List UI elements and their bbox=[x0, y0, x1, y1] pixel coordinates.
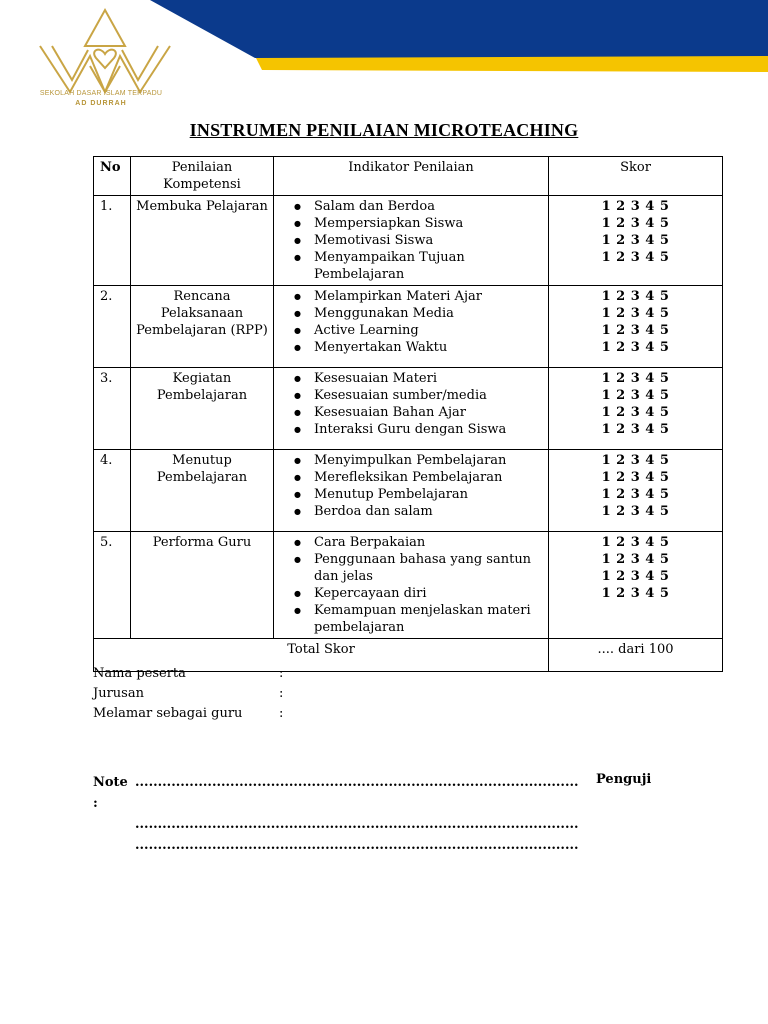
indikator-item: ● Memotivasi Siswa bbox=[296, 232, 544, 249]
indikator-item: ● Merefleksikan Pembelajaran bbox=[296, 469, 544, 486]
indikator-item: ● Mempersiapkan Siswa bbox=[296, 215, 544, 232]
table-row bbox=[94, 450, 723, 532]
row-skor bbox=[549, 286, 723, 368]
total-label: Total Skor bbox=[94, 639, 549, 672]
table-header-row bbox=[94, 157, 723, 196]
table-body bbox=[94, 196, 723, 639]
score-scale: 1 2 3 4 5 bbox=[601, 340, 670, 355]
indikator-item: ● Active Learning bbox=[296, 322, 544, 339]
score-scale: 1 2 3 4 5 bbox=[601, 552, 670, 567]
row-kompetensi: Performa Guru bbox=[131, 532, 274, 639]
row-indikator bbox=[274, 532, 549, 639]
table-row bbox=[94, 286, 723, 368]
indikator-item: ● Kesesuaian sumber/media bbox=[296, 387, 544, 404]
note-label: Note : bbox=[93, 775, 128, 811]
page-title: INSTRUMEN PENILAIAN MICROTEACHING bbox=[189, 120, 579, 140]
indikator-item: ● Kesesuaian Materi bbox=[296, 370, 544, 387]
info-row-nama bbox=[93, 664, 283, 684]
assessment-table bbox=[93, 156, 723, 672]
note-line: .................................................................................................. bbox=[135, 838, 579, 853]
header-no: No bbox=[94, 157, 131, 196]
score-scale: 1 2 3 4 5 bbox=[601, 388, 670, 403]
school-logo-icon bbox=[30, 6, 180, 102]
school-name: SEKOLAH DASAR ISLAM TERPADU bbox=[39, 90, 163, 97]
info-label: Nama peserta bbox=[93, 666, 186, 681]
table-row bbox=[94, 532, 723, 639]
info-row-melamar bbox=[93, 704, 283, 724]
score-scale: 1 2 3 4 5 bbox=[601, 470, 670, 485]
indikator-item: ● Menutup Pembelajaran bbox=[296, 486, 544, 503]
total-value: .... dari 100 bbox=[549, 639, 723, 672]
row-kompetensi: Kegiatan Pembelajaran bbox=[131, 368, 274, 450]
info-separator: : bbox=[279, 706, 284, 721]
score-scale: 1 2 3 4 5 bbox=[601, 487, 670, 502]
participant-info bbox=[93, 664, 283, 724]
row-number: 4. bbox=[94, 450, 131, 532]
row-number: 1. bbox=[94, 196, 131, 286]
table-row bbox=[94, 196, 723, 286]
score-scale: 1 2 3 4 5 bbox=[601, 569, 670, 584]
indikator-item: ● Menyertakan Waktu bbox=[296, 339, 544, 356]
row-skor bbox=[549, 368, 723, 450]
row-number: 5. bbox=[94, 532, 131, 639]
row-kompetensi: Rencana Pelaksanaan Pembelajaran (RPP) bbox=[131, 286, 274, 368]
score-scale: 1 2 3 4 5 bbox=[601, 289, 670, 304]
score-scale: 1 2 3 4 5 bbox=[601, 233, 670, 248]
info-separator: : bbox=[279, 686, 284, 701]
indikator-item: ● Melampirkan Materi Ajar bbox=[296, 288, 544, 305]
indikator-item: ● Kesesuaian Bahan Ajar bbox=[296, 404, 544, 421]
indikator-item: ● Salam dan Berdoa bbox=[296, 198, 544, 215]
score-scale: 1 2 3 4 5 bbox=[601, 453, 670, 468]
header-kompetensi: Penilaian Kompetensi bbox=[131, 157, 274, 196]
score-scale: 1 2 3 4 5 bbox=[601, 586, 670, 601]
note-line: .................................................................................................. bbox=[135, 775, 579, 790]
score-scale: 1 2 3 4 5 bbox=[601, 405, 670, 420]
school-subname: AD DURRAH bbox=[75, 100, 127, 107]
row-indikator bbox=[274, 368, 549, 450]
row-number: 3. bbox=[94, 368, 131, 450]
indikator-item: ● Kepercayaan diri bbox=[296, 585, 544, 602]
row-indikator bbox=[274, 286, 549, 368]
row-skor bbox=[549, 196, 723, 286]
indikator-item: ● Menyampaikan Tujuan Pembelajaran bbox=[296, 249, 544, 283]
score-scale: 1 2 3 4 5 bbox=[601, 250, 670, 265]
row-skor bbox=[549, 532, 723, 639]
row-indikator bbox=[274, 196, 549, 286]
note-line: .................................................................................................. bbox=[135, 817, 579, 832]
table-row bbox=[94, 368, 723, 450]
score-scale: 1 2 3 4 5 bbox=[601, 216, 670, 231]
score-scale: 1 2 3 4 5 bbox=[601, 422, 670, 437]
info-row-jurusan bbox=[93, 684, 283, 704]
header-skor: Skor bbox=[549, 157, 723, 196]
indikator-item: ● Menyimpulkan Pembelajaran bbox=[296, 452, 544, 469]
indikator-item: ● Penggunaan bahasa yang santun dan jelas bbox=[296, 551, 544, 585]
note-section bbox=[93, 772, 579, 856]
header-indikator: Indikator Penilaian bbox=[274, 157, 549, 196]
penguji-label: Penguji bbox=[596, 772, 652, 787]
info-label: Jurusan bbox=[93, 686, 144, 701]
info-separator: : bbox=[279, 666, 284, 681]
indikator-item: ● Menggunakan Media bbox=[296, 305, 544, 322]
indikator-item: ● Berdoa dan salam bbox=[296, 503, 544, 520]
info-label: Melamar sebagai guru bbox=[93, 706, 243, 721]
row-kompetensi: Menutup Pembelajaran bbox=[131, 450, 274, 532]
indikator-item: ● Cara Berpakaian bbox=[296, 534, 544, 551]
score-scale: 1 2 3 4 5 bbox=[601, 535, 670, 550]
score-scale: 1 2 3 4 5 bbox=[601, 371, 670, 386]
row-kompetensi: Membuka Pelajaran bbox=[131, 196, 274, 286]
row-number: 2. bbox=[94, 286, 131, 368]
row-indikator bbox=[274, 450, 549, 532]
row-skor bbox=[549, 450, 723, 532]
indikator-item: ● Interaksi Guru dengan Siswa bbox=[296, 421, 544, 438]
score-scale: 1 2 3 4 5 bbox=[601, 306, 670, 321]
score-scale: 1 2 3 4 5 bbox=[601, 504, 670, 519]
score-scale: 1 2 3 4 5 bbox=[601, 199, 670, 214]
indikator-item: ● Kemampuan menjelaskan materi pembelajaran bbox=[296, 602, 544, 636]
score-scale: 1 2 3 4 5 bbox=[601, 323, 670, 338]
